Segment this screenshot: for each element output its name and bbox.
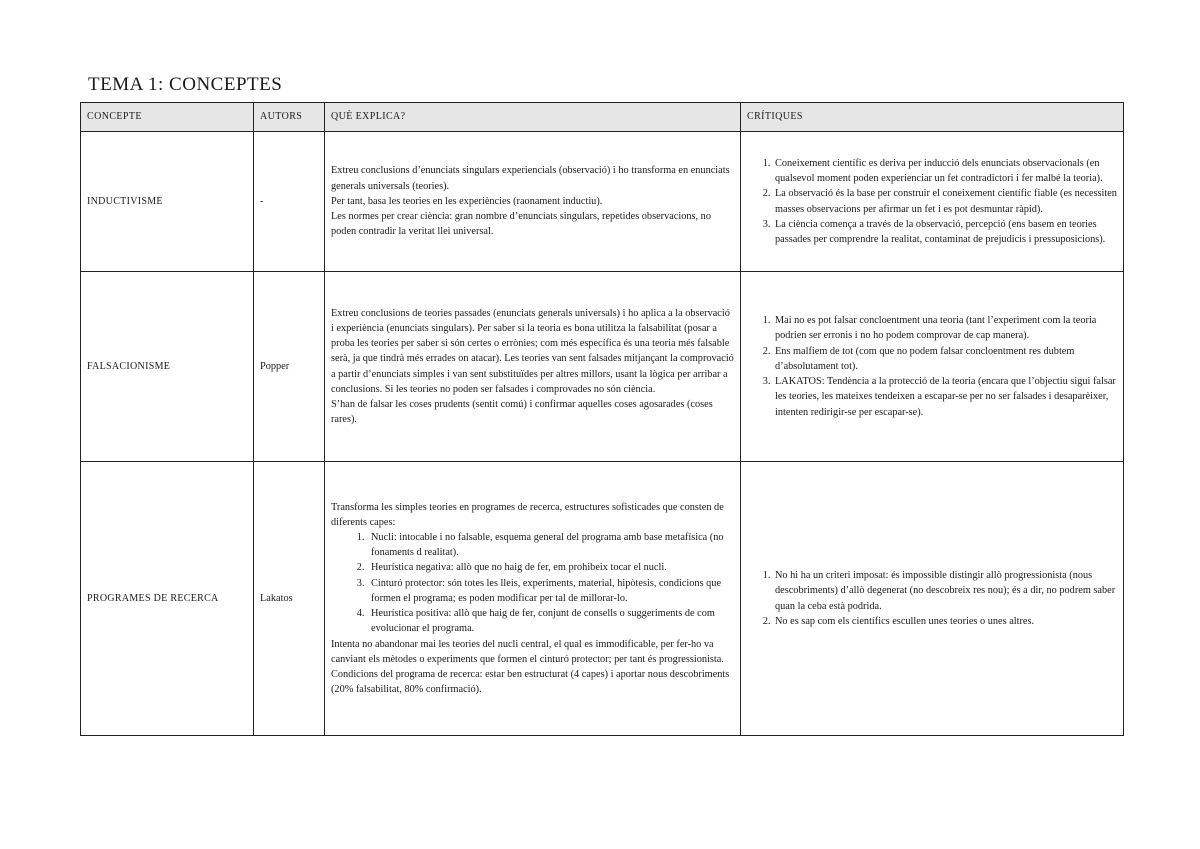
header-critiques: CRÍTIQUES <box>741 103 1124 132</box>
header-explica: QUÈ EXPLICA? <box>325 103 741 132</box>
explanation-cell <box>325 132 741 272</box>
author-name: Lakatos <box>254 462 325 736</box>
critiques-cell <box>741 132 1124 272</box>
explanation-text: Extreu conclusions de teories passades (enunciats generals universals) i ho aplica a la observació i experiència (enunciats singulars). Per saber si la teoria es bona utilitza la falsabilitat (posar a proba les teories per saber si són certes o errònies; com més específica és una teoria més falsable serà, ja que tindrà més errades on atacar). Les teories van sent falsades mitjançant la comprovació a partir d’enunciats simples i van sent substituïdes per altres millors, usant la lògica per arribar a conclusions. Si les teories no poden ser falsades i comprovades no són ciència. <box>331 307 734 395</box>
critiques-cell <box>741 272 1124 462</box>
concepts-table <box>80 102 1124 736</box>
author-name: Popper <box>254 272 325 462</box>
explanation-text: S’han de falsar les coses prudents (sentit comú) i confirmar aquelles coses agosarades (coses rares). <box>331 398 713 426</box>
critique-item: 2. No es sap com els científics escullen unes teories o unes altres. <box>773 614 1117 629</box>
explanation-text: Extreu conclusions d’enunciats singulars experiencials (observació) i ho transforma en enunciats generals universals (teories). <box>331 165 730 192</box>
explanation-intro: Transforma les simples teories en programes de recerca, estructures sofisticades que consten de diferents capes: <box>331 501 724 528</box>
explanation-text: Intenta no abandonar mai les teories del nucli central, el qual es immodificable, per fer-ho va canviant els mètodes o experiments que formen el cinturó protector; per tant és progressionista. <box>331 638 724 665</box>
layer-item: 2. Heurística negativa: allò que no haig de fer, em prohibeix tocar el nucli. <box>367 560 734 575</box>
table-row <box>81 462 1124 736</box>
table-row <box>81 132 1124 272</box>
author-name: - <box>254 132 325 272</box>
concept-name: PROGRAMES DE RECERCA <box>81 462 254 736</box>
explanation-cell <box>325 462 741 736</box>
critique-item: 2. Ens malfiem de tot (com que no podem falsar concloentment res dubtem d’absolutament tot). <box>773 344 1117 374</box>
critique-item: 3. LAKATOS: Tendència a la protecció de la teoria (encara que l’objectiu sigui falsar les teories, les mateixes tendeixen a escapar-se per no ser falsades i desaparèixer, intenten redirigir-se per escapar-se). <box>773 374 1117 420</box>
critique-item: 1. Mai no es pot falsar concloentment una teoria (tant l’experiment com la teoria podrien ser erronis i no ho podem comprovar de cap manera). <box>773 313 1117 343</box>
critique-item: 1. Coneixement científic es deriva per inducció dels enunciats observacionals (en qualsevol moment poden experienciar un fet contradictori i fer malbé la teoria). <box>773 156 1117 186</box>
header-autors: AUTORS <box>254 103 325 132</box>
critiques-list <box>747 568 1117 629</box>
header-concepte: CONCEPTE <box>81 103 254 132</box>
explanation-text: Per tant, basa les teories en les experiències (raonament inductiu). <box>331 195 603 207</box>
critiques-list <box>747 156 1117 247</box>
page-title: TEMA 1: CONCEPTES <box>88 74 283 95</box>
explanation-text: Condicions del programa de recerca: estar ben estructurat (4 capes) i aportar nous descobriments (20% falsabilitat, 80% confirmació). <box>331 668 730 696</box>
critiques-cell <box>741 462 1124 736</box>
critiques-list <box>747 313 1117 419</box>
explanation-cell <box>325 272 741 462</box>
layer-item: 3. Cinturó protector: són totes les lleis, experiments, material, hipòtesis, condicions que formen el programa; es poden modificar per tal de millorar-lo. <box>367 576 734 606</box>
explanation-text: Les normes per crear ciència: gran nombre d’enunciats singulars, repetides observacions, no poden contradir la veritat llei universal. <box>331 211 711 238</box>
concept-name: INDUCTIVISME <box>81 132 254 272</box>
table-row <box>81 272 1124 462</box>
layer-item: 1. Nucli: intocable i no falsable, esquema general del programa amb base metafísica (no fonaments d realitat). <box>367 530 734 560</box>
table-header-row <box>81 103 1124 132</box>
critique-item: 1. No hi ha un criteri imposat: és impossible distingir allò progressionista (nous descobriments) d’allò degenerat (no descobreix res nou); és a dir, no podrem saber quan la ceba està podrida. <box>773 568 1117 614</box>
layer-item: 4. Heurística positiva: allò que haig de fer, conjunt de consells o suggeriments de com evolucionar el programa. <box>367 606 734 636</box>
concept-name: FALSACIONISME <box>81 272 254 462</box>
layers-list <box>331 530 734 636</box>
critique-item: 3. La ciència comença a través de la observació, percepció (ens basem en teories passades per comprendre la realitat, contaminat de prejudicis i pressuposicions). <box>773 217 1117 247</box>
critique-item: 2. La observació és la base per construir el coneixement científic fiable (es necessiten masses observacions per afirmar un fet i es pot desmuntar ràpid). <box>773 186 1117 216</box>
